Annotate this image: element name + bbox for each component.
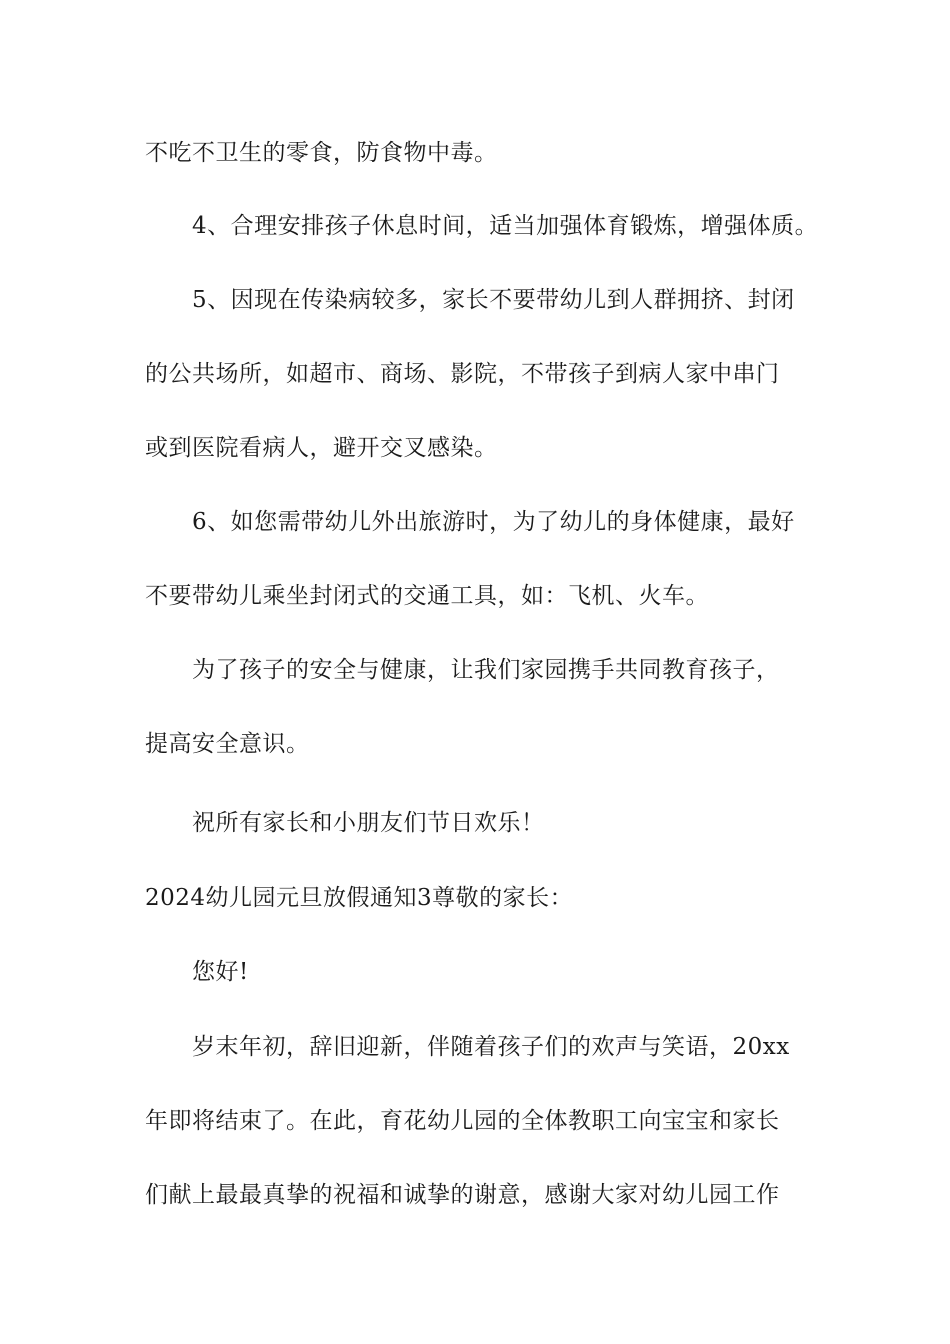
text-line: 的公共场所，如超市、商场、影院，不带孩子到病人家中串门 (145, 361, 780, 387)
text-line: 2024幼儿园元旦放假通知3尊敬的家长： (145, 885, 574, 911)
text-line: 4、合理安排孩子休息时间，适当加强体育锻炼，增强体质。 (192, 213, 819, 239)
text-line: 年即将结束了。在此，育花幼儿园的全体教职工向宝宝和家长 (145, 1108, 780, 1134)
text-line: 们献上最最真挚的祝福和诚挚的谢意，感谢大家对幼儿园工作 (145, 1182, 780, 1208)
text-line: 6、如您需带幼儿外出旅游时，为了幼儿的身体健康，最好 (192, 509, 795, 535)
text-line: 不要带幼儿乘坐封闭式的交通工具，如：飞机、火车。 (145, 583, 709, 609)
text-line: 祝所有家长和小朋友们节日欢乐！ (192, 810, 545, 836)
text-line: 为了孩子的安全与健康，让我们家园携手共同教育孩子， (192, 657, 780, 683)
text-line: 5、因现在传染病较多，家长不要带幼儿到人群拥挤、封闭 (192, 287, 795, 313)
text-line: 不吃不卫生的零食，防食物中毒。 (145, 140, 498, 166)
text-line: 提高安全意识。 (145, 731, 310, 757)
text-line: 岁末年初，辞旧迎新，伴随着孩子们的欢声与笑语，20xx (192, 1034, 790, 1060)
text-line: 或到医院看病人，避开交叉感染。 (145, 435, 498, 461)
text-line: 您好! (192, 959, 249, 985)
